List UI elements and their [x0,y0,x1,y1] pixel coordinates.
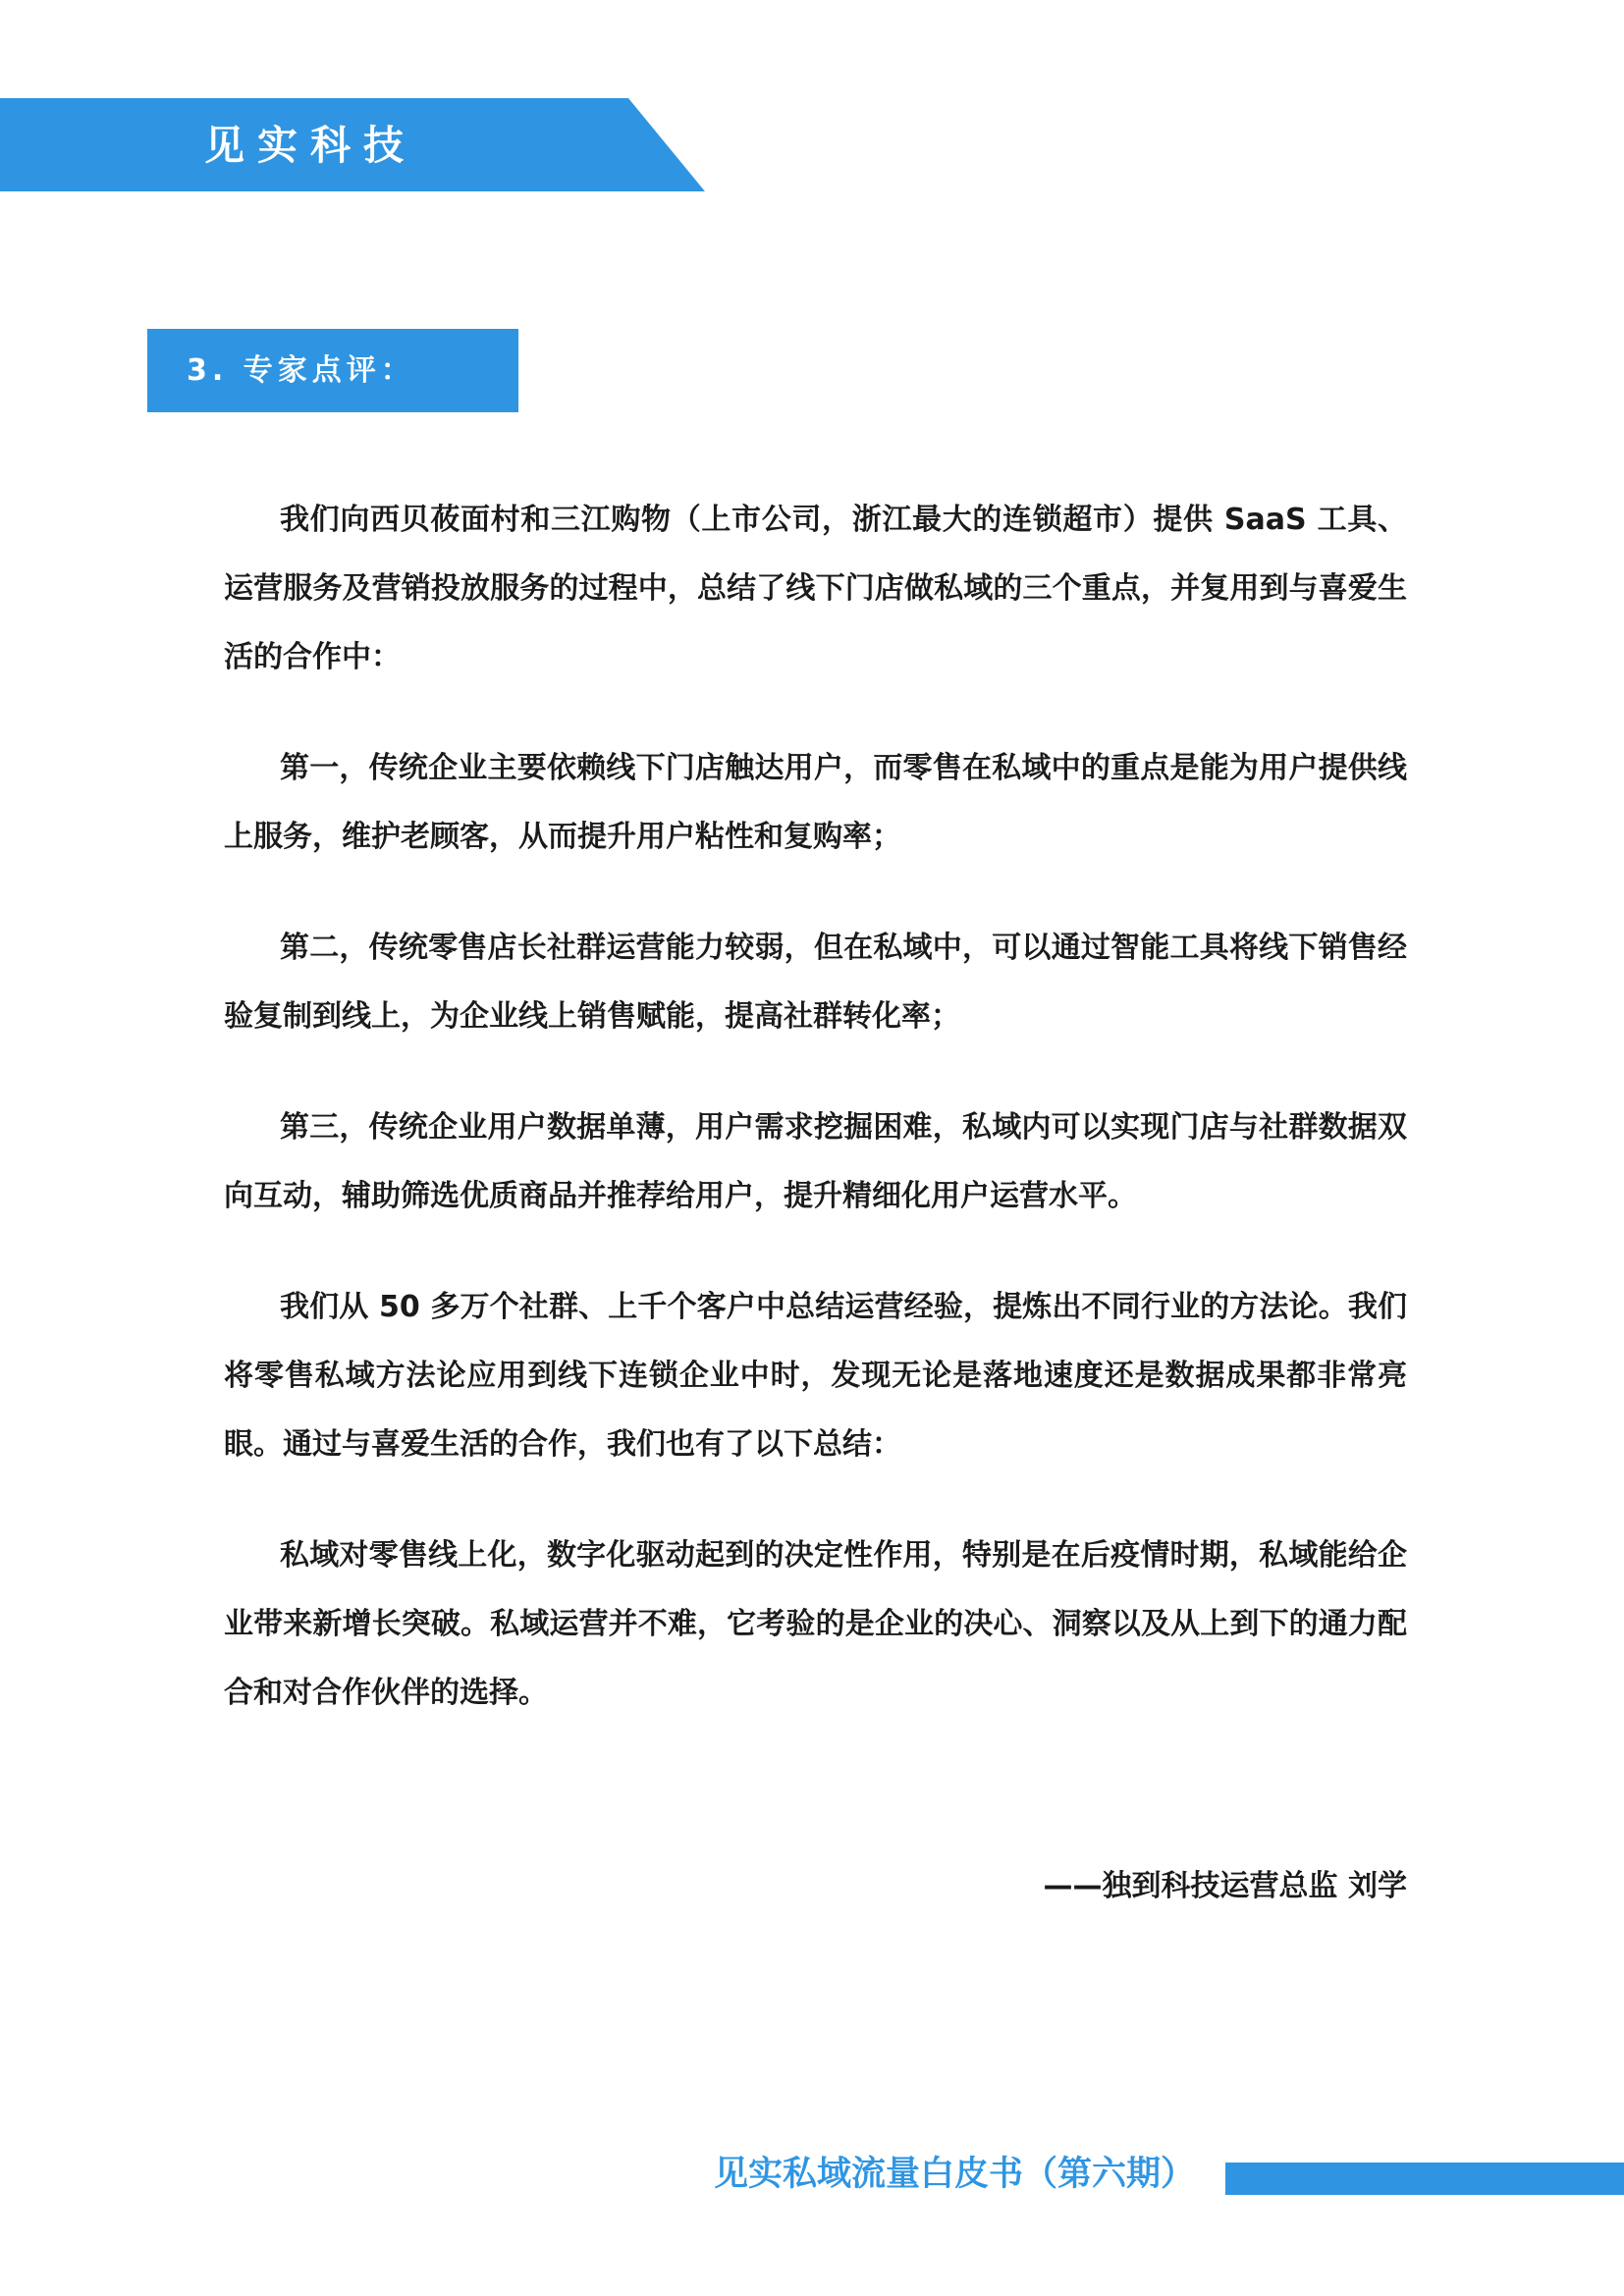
footer-accent-bar [1225,2163,1624,2195]
paragraph-point-three: 第三，传统企业用户数据单薄，用户需求挖掘困难，私域内可以实现门店与社群数据双向互动，辅助筛选优质商品并推荐给用户，提升精细化用户运营水平。 [224,1110,1407,1213]
paragraph-intro: 我们向西贝莜面村和三江购物（上市公司，浙江最大的连锁超市）提供 SaaS 工具、运营服务及营销投放服务的过程中，总结了线下门店做私域的三个重点，并复用到与喜爱生活的合作中： [224,503,1407,674]
paragraph-point-one: 第一，传统企业主要依赖线下门店触达用户，而零售在私域中的重点是能为用户提供线上服务，维护老顾客，从而提升用户粘性和复购率； [224,751,1407,854]
footer-title: 见实私域流量白皮书（第六期） [714,2155,1196,2194]
section-heading: 3. 专家点评： [187,353,415,388]
paragraph-experience: 我们从 50 多万个社群、上千个客户中总结运营经验，提炼出不同行业的方法论。我们将零售私域方法论应用到线下连锁企业中时，发现无论是落地速度还是数据成果都非常亮眼。通过与喜爱生活的合作，我们也有了以下总结： [224,1290,1407,1462]
author-signature: ——独到科技运营总监 刘学 [1043,1869,1407,1903]
article-body [224,486,1407,1770]
brand-title: 见实科技 [204,122,416,169]
paragraph-conclusion: 私域对零售线上化，数字化驱动起到的决定性作用，特别是在后疫情时期，私域能给企业带来新增长突破。私域运营并不难，它考验的是企业的决心、洞察以及从上到下的通力配合和对合作伙伴的选择。 [224,1538,1407,1710]
paragraph-point-two: 第二，传统零售店长社群运营能力较弱，但在私域中，可以通过智能工具将线下销售经验复制到线上，为企业线上销售赋能，提高社群转化率； [224,931,1407,1034]
